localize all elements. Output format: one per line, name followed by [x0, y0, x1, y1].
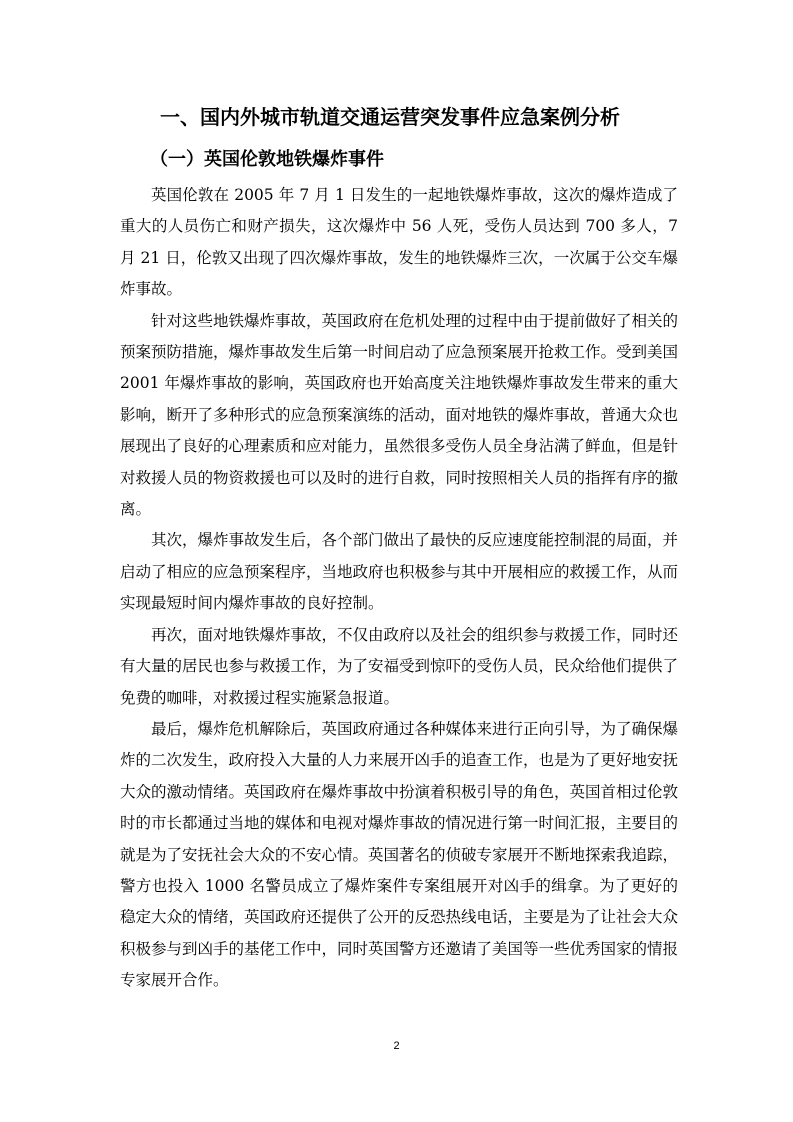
subsection-heading: （一）英国伦敦地铁爆炸事件 — [150, 149, 384, 170]
section-heading: 一、国内外城市轨道交通运营突发事件应急案例分析 — [160, 105, 620, 129]
paragraph: 再次，面对地铁爆炸事故，不仅由政府以及社会的组织参与救援工作，同时还有大量的居民也参与救援工作，为了安福受到惊吓的受伤人员，民众给他们提供了免费的咖啡，对救援过程实施紧急报道。 — [120, 625, 679, 707]
paragraph: 其次，爆炸事故发生后，各个部门做出了最快的反应速度能控制混的局面，并启动了相应的应急预案程序，当地政府也积极参与其中开展相应的救援工作，从而实现最短时间内爆炸事故的良好控制。 — [120, 531, 679, 613]
paragraph: 英国伦敦在 2005 年 7 月 1 日发生的一起地铁爆炸事故，这次的爆炸造成了重大的人员伤亡和财产损失，这次爆炸中 56 人死，受伤人员达到 700 多人，7 月 21 日，伦敦又出现了四次爆炸事故，发生的地铁爆炸三次，一次属于公交车爆炸事故。 — [120, 186, 678, 299]
body-text — [120, 180, 678, 997]
paragraph: 针对这些地铁爆炸事故，英国政府在危机处理的过程中由于提前做好了相关的预案预防措施，爆炸事故发生后第一时间启动了应急预案展开抢救工作。受到美国 2001 年爆炸事故的影响，英国政府也开始高度关注地铁爆炸事故发生带来的重大影响，断开了多种形式的应急预案演练的活动，面对地铁的爆炸事故，普通大众也展现出了良好的心理素质和应对能力，虽然很多受伤人员全身沾满了鲜血，但是针对救援人员的物资救援也可以及时的进行自救，同时按照相关人员的指挥有序的撤离。 — [120, 311, 679, 519]
page-number: 2 — [393, 1040, 400, 1052]
paragraph: 最后，爆炸危机解除后，英国政府通过各种媒体来进行正向引导，为了确保爆炸的二次发生，政府投入大量的人力来展开凶手的追查工作，也是为了更好地安抚大众的激动情绪。英国政府在爆炸事故中扮演着积极引导的角色，英国首相过伦敦时的市长都通过当地的媒体和电视对爆炸事故的情况进行第一时间汇报，主要目的就是为了安抚社会大众的不安心情。英国著名的侦破专家展开不断地探索我追踪，警方也投入 1000 名警员成立了爆炸案件专案组展开对凶手的缉拿。为了更好的稳定大众的情绪，英国政府还提供了公开的反恐热线电话，主要是为了让社会大众积极参与到凶手的基佬工作中，同时英国警方还邀请了美国等一些优秀国家的情报专家展开合作。 — [120, 719, 679, 990]
